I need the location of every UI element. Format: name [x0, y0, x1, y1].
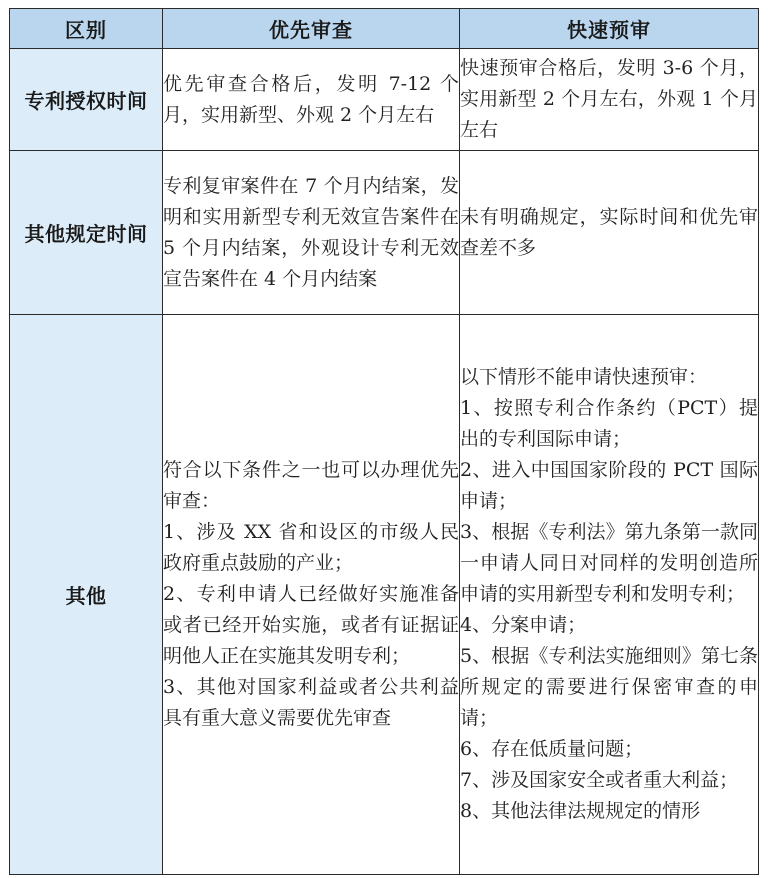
fast-exclusion-item: 1、按照专利合作条约（PCT）提出的专利国际申请；	[460, 397, 758, 450]
table-row	[10, 151, 759, 315]
comparison-document	[9, 8, 758, 874]
table-row	[10, 49, 759, 151]
fast-exclusion-intro: 以下情形不能申请快速预审：	[460, 366, 708, 388]
cell-fast-exclusions	[460, 315, 759, 875]
priority-condition-item: 3、其他对国家利益或者公共利益具有重大意义需要优先审查	[163, 676, 459, 729]
fast-exclusion-item: 2、进入中国国家阶段的 PCT 国际申请；	[460, 459, 758, 512]
priority-condition-intro: 符合以下条件之一也可以办理优先审查：	[163, 459, 459, 512]
table-row	[10, 315, 759, 875]
cell-fast-grant-time: 快速预审合格后，发明 3-6 个月，实用新型 2 个月左右，外观 1 个月左右	[460, 49, 759, 151]
row-label-other: 其他	[10, 315, 163, 875]
fast-exclusion-item: 8、其他法律法规规定的情形	[460, 800, 701, 822]
fast-exclusion-item: 7、涉及国家安全或者重大利益；	[460, 769, 739, 791]
comparison-table	[9, 8, 759, 875]
cell-priority-other-time: 专利复审案件在 7 个月内结案，发明和实用新型专利无效宣告案件在 5 个月内结案，外观设计专利无效宣告案件在 4 个月内结案	[163, 151, 460, 315]
fast-exclusion-item: 6、存在低质量问题；	[460, 738, 644, 760]
header-category: 区别	[10, 9, 163, 49]
cell-fast-other-time: 未有明确规定，实际时间和优先审查差不多	[460, 151, 759, 315]
header-priority-review: 优先审查	[163, 9, 460, 49]
row-label-grant-time: 专利授权时间	[10, 49, 163, 151]
fast-exclusion-item: 5、根据《专利法实施细则》第七条所规定的需要进行保密审查的申请；	[460, 645, 758, 729]
header-fast-pre-review: 快速预审	[460, 9, 759, 49]
fast-exclusion-item: 4、分案申请；	[460, 614, 587, 636]
priority-condition-item: 1、涉及 XX 省和设区的市级人民政府重点鼓励的产业；	[163, 521, 459, 574]
priority-condition-item: 2、专利申请人已经做好实施准备或者已经开始实施，或者有证据证明他人正在实施其发明专利；	[163, 583, 459, 667]
table-header-row	[10, 9, 759, 49]
cell-priority-grant-time: 优先审查合格后，发明 7-12 个月，实用新型、外观 2 个月左右	[163, 49, 460, 151]
cell-priority-other-conditions	[163, 315, 460, 875]
fast-exclusion-item: 3、根据《专利法》第九条第一款同一申请人同日对同样的发明创造所申请的实用新型专利和发明专利；	[460, 521, 758, 605]
row-label-other-time: 其他规定时间	[10, 151, 163, 315]
